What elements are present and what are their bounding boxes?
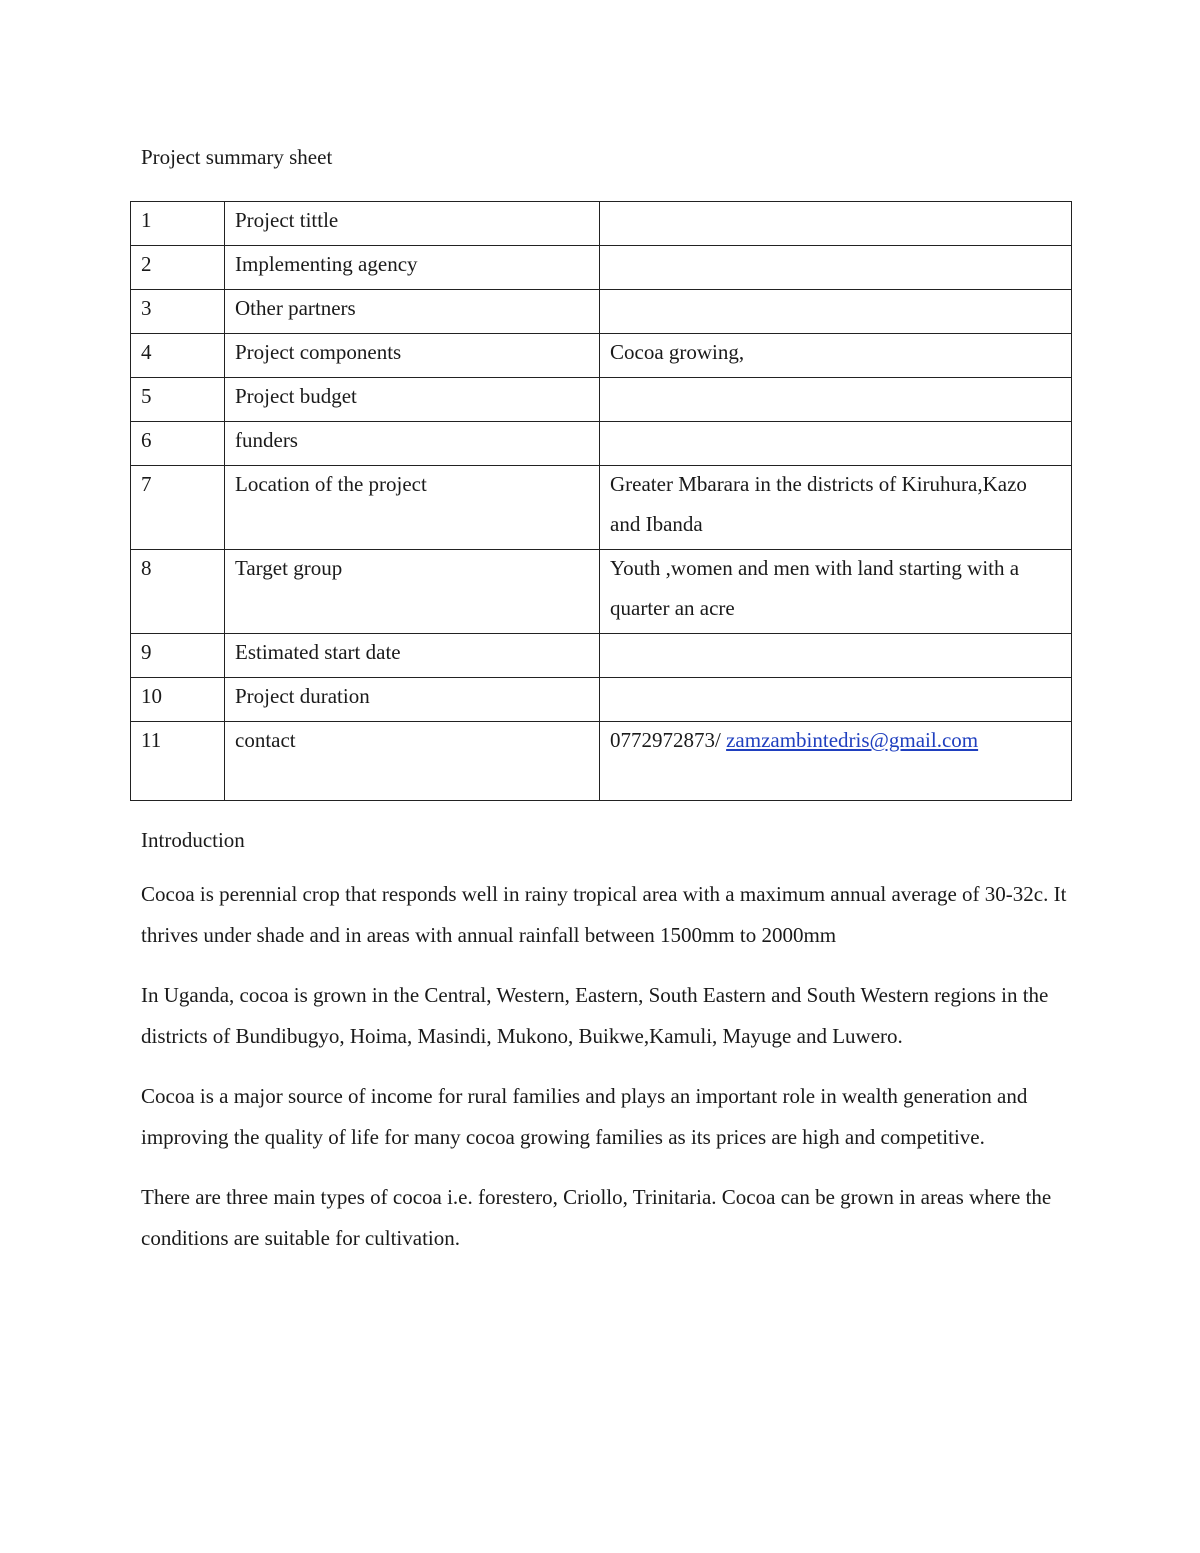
row-value-cell	[600, 202, 1072, 246]
row-number: 11	[141, 728, 162, 752]
table-row	[131, 466, 1072, 550]
row-number-cell	[131, 466, 225, 550]
row-value-cell	[600, 634, 1072, 678]
email-link[interactable]: zamzambintedris@gmail.com	[726, 728, 979, 752]
paragraph: Cocoa is a major source of income for rural families and plays an important role in wealth generation and improving the quality of life for many cocoa growing families as its prices are high and competitive.	[141, 1084, 1028, 1149]
row-label: Project components	[235, 340, 402, 364]
row-value: Cocoa growing,	[610, 340, 745, 364]
row-label-cell	[225, 634, 600, 678]
row-label: Location of the project	[235, 472, 427, 496]
row-label-cell	[225, 722, 600, 801]
row-number: 4	[141, 340, 152, 364]
row-number: 10	[141, 684, 162, 708]
row-number: 6	[141, 428, 152, 452]
row-number-cell	[131, 334, 225, 378]
paragraph: There are three main types of cocoa i.e. forestero, Criollo, Trinitaria. Cocoa can be grown in areas where the conditions are suitable for cultivation.	[141, 1185, 1052, 1250]
table-row	[131, 722, 1072, 801]
row-value: Youth ,women and men with land starting with a quarter an acre	[610, 556, 1020, 620]
row-label-cell	[225, 678, 600, 722]
table-row	[131, 334, 1072, 378]
row-label: Project budget	[235, 384, 357, 408]
row-number-cell	[131, 550, 225, 634]
row-number: 2	[141, 252, 152, 276]
row-number: 3	[141, 296, 152, 320]
row-number: 9	[141, 640, 152, 664]
row-value-cell	[600, 290, 1072, 334]
row-number: 7	[141, 472, 152, 496]
row-number-cell	[131, 378, 225, 422]
row-value: Greater Mbarara in the districts of Kiruhura,Kazo and Ibanda	[610, 472, 1027, 536]
table-row	[131, 422, 1072, 466]
paragraph: Cocoa is perennial crop that responds well in rainy tropical area with a maximum annual average of 30-32c. It thrives under shade and in areas with annual rainfall between 1500mm to 2000mm	[141, 882, 1067, 947]
row-label: Project tittle	[235, 208, 339, 232]
row-number: 1	[141, 208, 152, 232]
row-label: Project duration	[235, 684, 370, 708]
row-number-cell	[131, 202, 225, 246]
row-number-cell	[131, 722, 225, 801]
row-value-cell	[600, 378, 1072, 422]
row-number-cell	[131, 422, 225, 466]
row-label-cell	[225, 550, 600, 634]
table-row	[131, 246, 1072, 290]
table-row	[131, 634, 1072, 678]
row-number: 5	[141, 384, 152, 408]
row-value-cell	[600, 466, 1072, 550]
row-label: Implementing agency	[235, 252, 418, 276]
row-value-cell	[600, 246, 1072, 290]
row-label-cell	[225, 422, 600, 466]
row-label-cell	[225, 334, 600, 378]
row-label: Estimated start date	[235, 640, 401, 664]
row-number-cell	[131, 246, 225, 290]
row-label-cell	[225, 246, 600, 290]
row-value-cell	[600, 722, 1072, 801]
row-value-cell	[600, 334, 1072, 378]
row-value-cell	[600, 422, 1072, 466]
phone-number: 0772972873/	[610, 728, 727, 752]
project-summary-table	[130, 201, 1072, 801]
row-label: funders	[235, 428, 298, 452]
row-label-cell	[225, 202, 600, 246]
row-value-cell	[600, 550, 1072, 634]
page-title: Project summary sheet	[141, 145, 333, 169]
row-label: Other partners	[235, 296, 356, 320]
introduction-section	[141, 826, 1071, 1278]
contact-value	[610, 720, 1061, 760]
table-row	[131, 202, 1072, 246]
row-number-cell	[131, 634, 225, 678]
table-row	[131, 678, 1072, 722]
table-row	[131, 378, 1072, 422]
row-value-cell	[600, 678, 1072, 722]
row-label: Target group	[235, 556, 343, 580]
row-number-cell	[131, 678, 225, 722]
row-label: contact	[235, 728, 296, 752]
introduction-heading: Introduction	[141, 828, 245, 852]
row-number-cell	[131, 290, 225, 334]
table-row	[131, 550, 1072, 634]
row-label-cell	[225, 290, 600, 334]
row-number: 8	[141, 556, 152, 580]
paragraph: In Uganda, cocoa is grown in the Central, Western, Eastern, South Eastern and South Western regions in the districts of Bundibugyo, Hoima, Masindi, Mukono, Buikwe,Kamuli, Mayuge and Luwero.	[141, 983, 1049, 1048]
table-row	[131, 290, 1072, 334]
row-label-cell	[225, 378, 600, 422]
row-label-cell	[225, 466, 600, 550]
